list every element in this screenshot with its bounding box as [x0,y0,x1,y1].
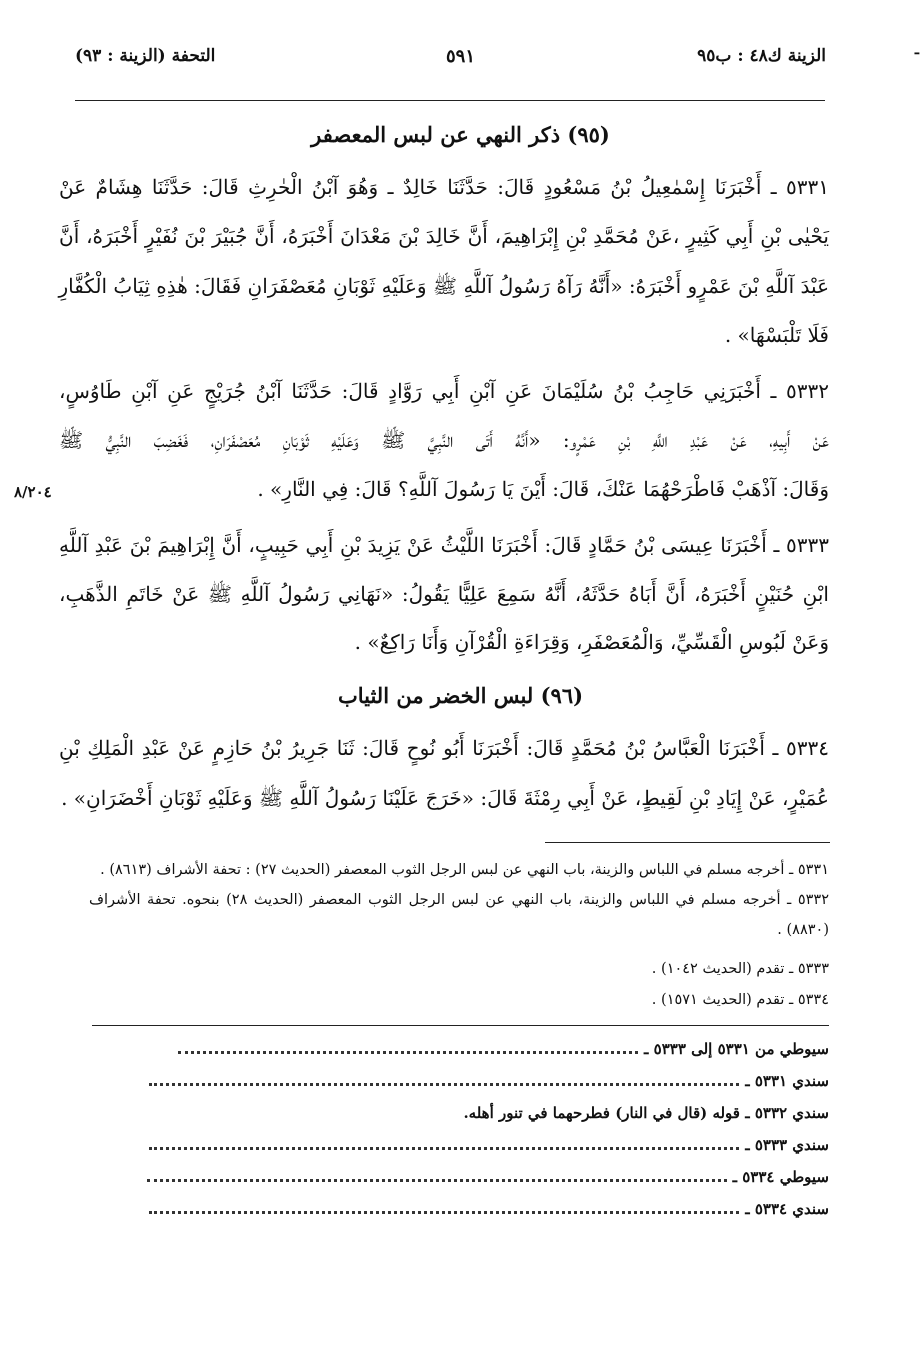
commentary-line [149,1136,829,1154]
hadith-line: عَنْ أَبِيهِ، عَنْ عَبْدِ اللَّهِ بْنِ عَمْرٍو: «أَنَّهُ أَتَى النَّبِيَّ ﷺ وَعَلَيْهِ ثَوْبَانِ مُعَصْفَرَانِ، فَغَضِبَ النَّبِيُّ ﷺ [59,428,829,452]
commentary-line [178,1040,829,1058]
hadith-line: ٥٣٣٤ ـ أَخْبَرَنَا الْعَبَّاسُ بْنُ مُحَمَّدٍ قَالَ: أَخْبَرَنَا أَبُو نُوحٍ قَالَ: ثَنَا جَرِيرُ بْنُ حَازِمٍ عَنْ عَبْدِ الْمَلِكِ بْنِ [59,736,829,760]
dotted-leader [149,1143,739,1150]
commentary-line [463,1104,829,1122]
commentary-line [147,1168,829,1186]
hadith-line: ٥٣٣٣ ـ أَخْبَرَنَا عِيسَى بْنُ حَمَّادٍ قَالَ: أَخْبَرَنَا اللَّيْثُ عَنْ يَزِيدَ بْنِ أَبِي حَبِيبٍ، أَنَّ إِبْرَاهِيمَ بْنَ عَبْدِ آللَّهِ [59,533,829,557]
commentary-text: سندي ٥٣٣١ ـ [745,1072,829,1090]
running-head-left: التحفة (الزينة : ٩٣) [75,46,216,66]
footnote-separator [545,842,830,843]
footnote: (٨٨٣٠) . [777,922,829,938]
hadith-line: وَعَنْ لَبُوسِ الْقَسِّيِّ، وَالْمُعَصْفَرِ، وَقِرَاءَةِ الْقُرْآنِ وَأَنَا رَاكِعٌ» . [354,630,829,654]
dotted-leader [149,1079,739,1086]
commentary-text: سيوطي من ٥٣٣١ إلى ٥٣٣٣ ـ [644,1040,829,1058]
footnote: ٥٣٣٢ ـ أخرجه مسلم في اللباس والزينة، باب النهي عن لبس الرجل الثوب المعصفر (الحديث ٢٨) بنحوه. تحفة الأشراف [89,892,829,908]
hadith-line: فَلَا تَلْبَسْهَا» . [724,323,829,347]
corner-mark: ـ [914,42,919,58]
footnote: ٥٣٣١ ـ أخرجه مسلم في اللباس والزينة، باب النهي عن لبس الرجل الثوب المعصفر (الحديث ٢٧) : تحفة الأشراف (٨٦١٣) . [100,862,829,878]
section-title: (٩٦) لبس الخضر من الثياب [337,683,584,708]
hadith-line: عُمَيْرٍ، عَنْ إِيَادِ بْنِ لَقِيطٍ، عَنْ أَبِي رِمْثَةَ قَالَ: «خَرَجَ عَلَيْنَا رَسُولُ آللَّهِ ﷺ وَعَلَيْهِ ثَوْبَانِ أَخْضَرَانِ» . [61,786,829,810]
footnote: ٥٣٣٣ ـ تقدم (الحديث ١٠٤٢) . [651,961,829,977]
hadith-line: يَحْيٰى بْنِ أَبِي كَثِيرٍ ،عَنْ مُحَمَّدِ بْنِ إِبْرَاهِيمَ، أَنَّ خَالِدَ بْنَ مَعْدَانَ أَخْبَرَهُ، أَنَّ جُبَيْرَ بْنَ نُفَيْرٍ أَخْبَرَهُ، أَنَّ [59,224,829,248]
dotted-leader [178,1047,638,1054]
commentary-text: سندي ٥٣٣٣ ـ [745,1136,829,1154]
hadith-line: عَبْدَ آللَّهِ بْنَ عَمْرٍو أَخْبَرَهُ: «أَنَّهُ رَآهُ رَسُولُ آللَّهِ ﷺ وَعَلَيْهِ ثَوْبَانِ مُعَصْفَرَانِ فَقَالَ: هٰذِهِ ثِيَابُ الْكُفَّارِ [58,274,829,298]
commentary-line [149,1072,829,1090]
section-title: (٩٥) ذكر النهي عن لبس المعصفر [311,122,610,147]
hadith-line: ابْنِ حُنَيْنٍ أَخْبَرَهُ، أَنَّ أَبَاهُ حَدَّثَهُ، أَنَّهُ سَمِعَ عَلِيًّا يَقُولُ: «نَهَانِي رَسُولُ آللَّهِ ﷺ عَنْ خَاتَمِ الذَّهَبِ، [59,582,829,606]
hadith-line: ٥٣٣٢ ـ أَخْبَرَنِي حَاجِبُ بْنُ سُلَيْمَانَ عَنِ آبْنِ أَبِي رَوَّادٍ قَالَ: حَدَّثَنَا آبْنُ جُرَيْجٍ عَنِ آبْنِ طَاوُسٍ، [59,379,829,403]
commentary-text: سيوطي ٥٣٣٤ ـ [732,1168,829,1186]
page-number: ٥٩١ [445,46,475,67]
header-rule [75,100,825,101]
dotted-leader [149,1207,739,1214]
running-head-right: الزينة ك٤٨ : ب٩٥ [697,46,826,66]
commentary-separator [92,1025,829,1026]
dotted-leader [147,1175,727,1182]
hadith-line: ٥٣٣١ ـ أَخْبَرَنَا إِسْمٰعِيلُ بْنُ مَسْعُودٍ قَالَ: حَدَّثَنَا خَالِدٌ ـ وَهُوَ آبْنُ الْحٰرِثِ قَالَ: حَدَّثَنَا هِشَامٌ عَنْ [59,175,829,199]
footnote: ٥٣٣٤ ـ تقدم (الحديث ١٥٧١) . [651,992,829,1008]
commentary-text: سندي ٥٣٣٢ ـ قوله (قال في النار) فطرحهما في تنور أهله. [463,1104,829,1122]
commentary-text: سندي ٥٣٣٤ ـ [745,1200,829,1218]
margin-note: ٨/٢٠٤ [14,483,52,501]
hadith-line: وَقَالَ: آذْهَبْ فَاطْرَحْهُمَا عَنْكَ، قَالَ: أَيْنَ يَا رَسُولَ آللَّهِ؟ قَالَ: فِي النَّارِ» . [257,477,829,501]
commentary-line [149,1200,829,1218]
